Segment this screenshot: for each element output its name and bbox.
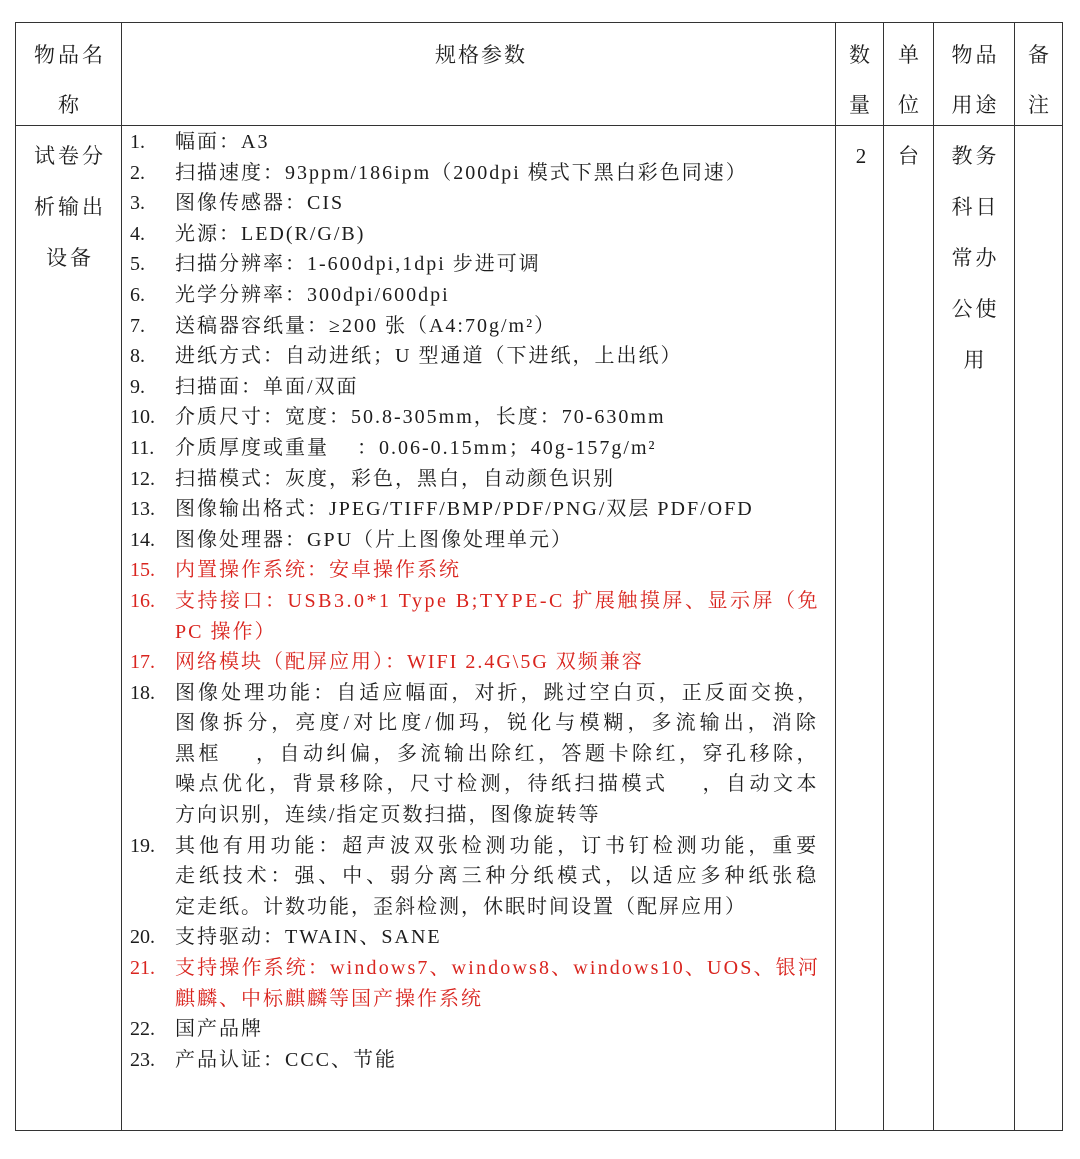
spec-item-line: 扫描速度：93ppm/186ipm（200dpi 模式下黑白彩色同速） [175, 161, 748, 184]
spec-item-number: 3. [130, 192, 145, 215]
item-name-line: 设备 [46, 246, 94, 270]
spec-item-line: 送稿器容纸量：≥200 张（A4:70g/m²） [175, 314, 557, 337]
spec-item-number: 10. [130, 406, 155, 429]
header-quantity-line: 数 [849, 43, 873, 67]
spec-item-line: 走纸技术：强、中、弱分离三种分纸模式，以适应多种纸张稳 [175, 865, 820, 888]
spec-item-line: 方向识别，连续/指定页数扫描，图像旋转等 [175, 804, 601, 827]
header-remark-line: 注 [1028, 93, 1052, 117]
header-spec-label: 规格参数 [435, 43, 527, 67]
spec-item-number: 23. [130, 1048, 155, 1071]
spec-item [130, 158, 835, 189]
spec-item-line: 内置操作系统：安卓操作系统 [175, 559, 461, 582]
spec-item-text [175, 464, 830, 495]
spec-item-line: 图像拆分，亮度/对比度/伽玛，锐化与模糊，多流输出，消除 [175, 712, 820, 735]
spec-item-line: 扫描模式：灰度，彩色，黑白，自动颜色识别 [175, 467, 615, 490]
spec-item-number: 5. [130, 253, 145, 276]
header-unit [884, 23, 934, 126]
spec-item [130, 372, 835, 403]
spec-item [130, 341, 835, 372]
spec-item-text [175, 433, 830, 464]
header-spec [122, 23, 836, 126]
spec-item-text [175, 219, 830, 250]
spec-item [130, 647, 835, 678]
purpose-line: 科日 [951, 195, 1000, 219]
cell-purpose [934, 126, 1015, 1131]
spec-item-line: 支持驱动：TWAIN、SANE [175, 926, 442, 949]
spec-item [130, 402, 835, 433]
spec-item [130, 1014, 835, 1045]
spec-item-text [175, 311, 830, 342]
spec-item-line: PC 操作） [175, 620, 277, 643]
spec-item-number: 2. [130, 161, 145, 184]
spec-item-text [175, 586, 830, 647]
cell-unit [884, 126, 934, 1131]
spec-item [130, 586, 835, 647]
header-purpose [934, 23, 1015, 126]
spec-item [130, 555, 835, 586]
spec-item-text [175, 341, 830, 372]
spec-item-text [175, 678, 830, 831]
spec-item [130, 525, 835, 556]
spec-item-number: 22. [130, 1018, 155, 1041]
spec-item-line: 图像传感器：CIS [175, 192, 345, 215]
purpose-line: 教务 [951, 144, 1000, 168]
cell-remark [1015, 126, 1063, 1131]
spec-item-line: 噪点优化，背景移除，尺寸检测，待纸扫描模式 ，自动文本 [175, 773, 820, 796]
spec-item-line: 图像处理功能：自适应幅面，对折，跳过空白页，正反面交换， [175, 681, 820, 704]
spec-item-line: 幅面：A3 [175, 131, 270, 153]
spec-item-text [175, 953, 830, 1014]
spec-item [130, 311, 835, 342]
spec-item-text [175, 188, 830, 219]
spec-item-line: 扫描分辨率：1-600dpi,1dpi 步进可调 [175, 253, 541, 276]
spec-item-number: 9. [130, 375, 145, 398]
spec-item [130, 831, 835, 923]
spec-item-number: 15. [130, 559, 155, 582]
item-name-line: 试卷分 [34, 144, 106, 168]
header-unit-line: 单 [898, 43, 922, 67]
spec-item-text [175, 922, 830, 953]
spec-item-line: 图像处理器：GPU（片上图像处理单元） [175, 528, 574, 551]
spec-item-text [175, 525, 830, 556]
spec-item-line: 进纸方式：自动进纸；U 型通道（下进纸，上出纸） [175, 345, 683, 368]
spec-item-text [175, 1014, 830, 1045]
spec-item-line: 支持接口：USB3.0*1 Type B;TYPE-C 扩展触摸屏、显示屏（免 [175, 589, 820, 612]
spec-item-number: 6. [130, 283, 145, 306]
spec-item-line: 介质厚度或重量 ：0.06-0.15mm；40g-157g/m² [175, 436, 657, 459]
spec-item-line: 其他有用功能：超声波双张检测功能，订书钉检测功能，重要 [175, 834, 820, 857]
spec-item-text [175, 494, 830, 525]
spec-item [130, 219, 835, 250]
item-name-line: 析输出 [34, 195, 106, 219]
spec-item-text [175, 555, 830, 586]
cell-spec [122, 126, 836, 1131]
spec-item-line: 产品认证：CCC、节能 [175, 1048, 398, 1071]
cell-item-name [16, 126, 122, 1131]
spec-item-line: 麒麟、中标麒麟等国产操作系统 [175, 987, 483, 1010]
spec-item-number: 8. [130, 345, 145, 368]
header-quantity [836, 23, 884, 126]
spec-item-number: 20. [130, 926, 155, 949]
spec-item [130, 280, 835, 311]
spec-item-line: 光源：LED(R/G/B) [175, 222, 366, 245]
spec-item-number: 12. [130, 467, 155, 490]
spec-item-number: 18. [130, 681, 155, 704]
unit-value: 台 [898, 144, 922, 168]
spec-table [15, 22, 1063, 1131]
spec-item-number: 17. [130, 651, 155, 674]
quantity-value: 2 [855, 144, 867, 168]
purpose-line: 公使 [951, 297, 1000, 321]
header-quantity-line: 量 [849, 93, 873, 117]
spec-item-line: 扫描面：单面/双面 [175, 375, 359, 398]
cell-quantity [836, 126, 884, 1131]
spec-item-text [175, 647, 830, 678]
spec-item [130, 922, 835, 953]
spec-item-number: 16. [130, 589, 155, 612]
spec-item [130, 127, 835, 158]
spec-item-line: 支持操作系统：windows7、windows8、windows10、UOS、银河 [175, 957, 820, 980]
spec-item-line: 黑框 ，自动纠偏，多流输出除红，答题卡除红，穿孔移除， [175, 742, 820, 765]
spec-item-number: 21. [130, 957, 155, 980]
spec-item-text [175, 831, 830, 923]
spec-item [130, 953, 835, 1014]
spec-item-text [175, 158, 830, 189]
spec-item-number: 11. [130, 436, 155, 459]
purpose-line: 用 [963, 348, 988, 372]
header-purpose-line: 物品 [951, 43, 1000, 67]
spec-item-number: 13. [130, 498, 155, 521]
spec-item [130, 464, 835, 495]
spec-item-number: 14. [130, 528, 155, 551]
spec-item-text [175, 402, 830, 433]
header-item-name-line: 称 [58, 93, 82, 117]
spec-item-text [175, 372, 830, 403]
spec-item-text [175, 280, 830, 311]
spec-item [130, 188, 835, 219]
spec-item-text [175, 1045, 830, 1076]
spec-item-line: 介质尺寸：宽度：50.8-305mm，长度：70-630mm [175, 406, 666, 429]
spec-item-text [175, 249, 830, 280]
spec-item-line: 光学分辨率：300dpi/600dpi [175, 283, 450, 306]
spec-item [130, 678, 835, 831]
header-item-name [16, 23, 122, 126]
purpose-line: 常办 [951, 246, 1000, 270]
spec-item [130, 249, 835, 280]
spec-item [130, 494, 835, 525]
spec-item-number: 1. [130, 131, 145, 153]
spec-item-line: 国产品牌 [175, 1018, 263, 1041]
spec-item-line: 图像输出格式：JPEG/TIFF/BMP/PDF/PNG/双层 PDF/OFD [175, 498, 754, 521]
spec-item [130, 433, 835, 464]
spec-item-number: 19. [130, 834, 155, 857]
spec-item-line: 定走纸。计数功能，歪斜检测，休眠时间设置（配屏应用） [175, 895, 747, 918]
header-item-name-line: 物品名 [34, 43, 106, 67]
header-purpose-line: 用途 [951, 93, 1000, 117]
header-remark [1015, 23, 1063, 126]
spec-item-text [175, 127, 830, 158]
spec-item [130, 1045, 835, 1076]
spec-item-line: 网络模块（配屏应用）：WIFI 2.4G\5G 双频兼容 [175, 651, 644, 674]
header-remark-line: 备 [1028, 43, 1052, 67]
spec-item-number: 4. [130, 222, 145, 245]
header-unit-line: 位 [898, 93, 922, 117]
spec-item-number: 7. [130, 314, 145, 337]
